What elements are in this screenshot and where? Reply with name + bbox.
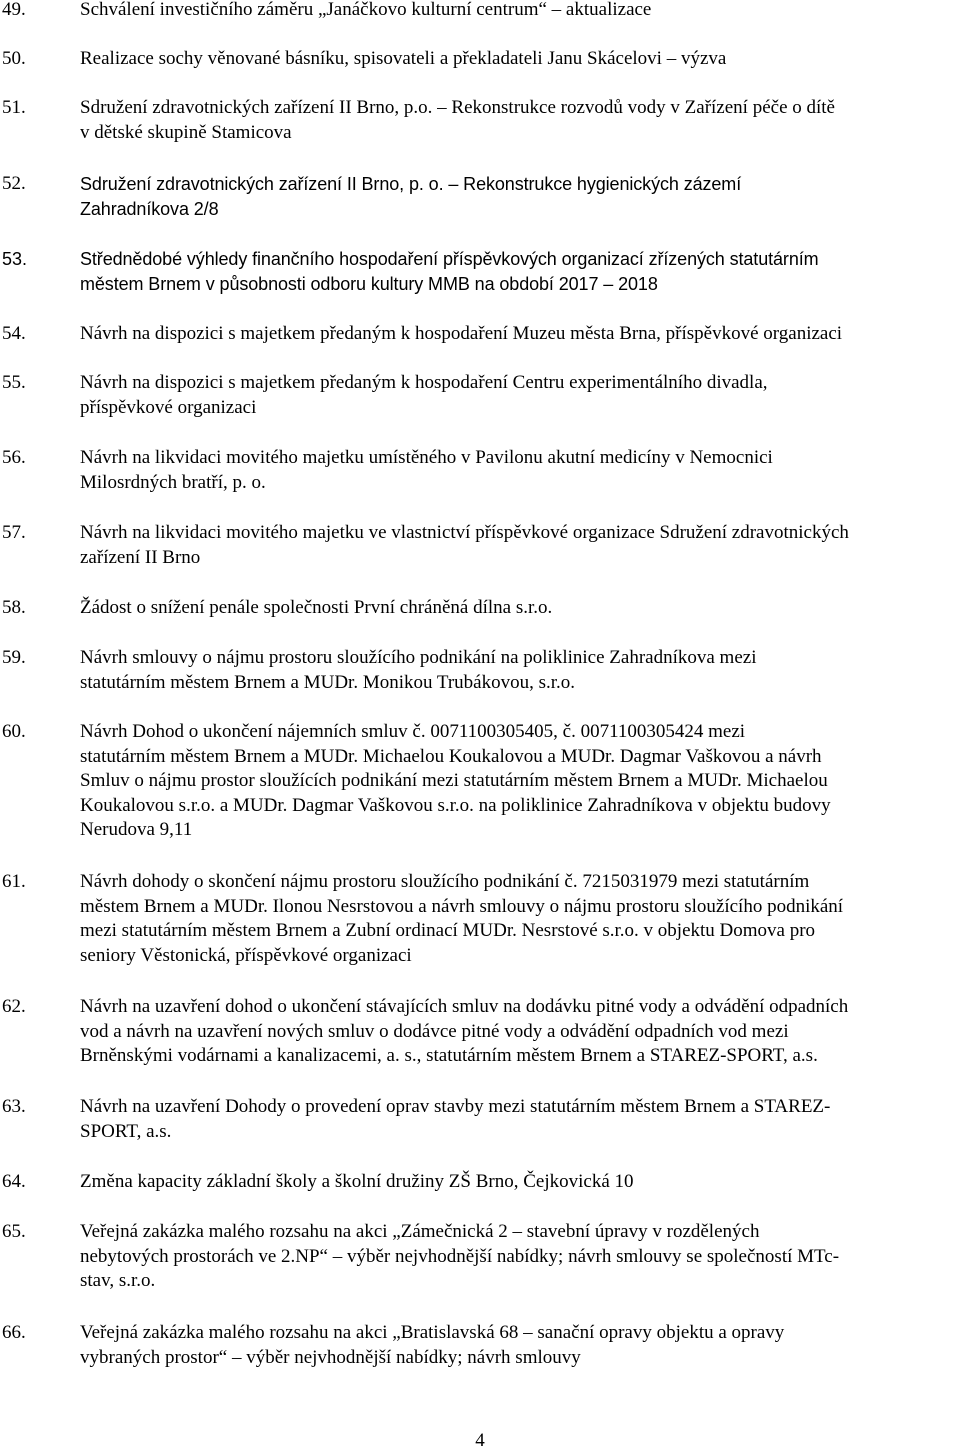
- agenda-item-51: [0, 96, 960, 145]
- item-text: Návrh na likvidaci movitého majetku ve vlastnictví příspěvkové organizace Sdružení zdravotnických zařízení II Brno: [80, 522, 849, 568]
- agenda-item-63: [0, 1095, 960, 1144]
- item-text: Návrh na dispozici s majetkem předaným k hospodaření Centru experimentálního divadla, příspěvkové organizaci: [80, 372, 768, 418]
- item-text: Veřejná zakázka malého rozsahu na akci „Zámečnická 2 – stavební úpravy v rozdělených nebytových prostorách ve 2.NP“ – výběr nejvhodnější nabídky; návrh smlouvy se společností MTc- stav, s.r.o.: [80, 1221, 840, 1291]
- agenda-item-54: [0, 322, 960, 347]
- agenda-item-65: [0, 1220, 960, 1294]
- item-text: Realizace sochy věnované básníku, spisovateli a překladateli Janu Skácelovi – výzva: [80, 48, 727, 69]
- item-text: Střednědobé výhledy finančního hospodaření příspěvkových organizací zřízených statutárním městem Brnem v působnosti odboru kultury MMB na období 2017 – 2018: [80, 249, 819, 294]
- agenda-item-66: [0, 1321, 960, 1370]
- item-number: 50.: [2, 48, 26, 69]
- agenda-item-57: [0, 521, 960, 570]
- item-number: 64.: [2, 1171, 26, 1192]
- item-number: 61.: [2, 871, 26, 892]
- item-number: 63.: [2, 1096, 26, 1117]
- item-number: 53.: [2, 249, 28, 269]
- agenda-item-56: [0, 446, 960, 495]
- item-text: Sdružení zdravotnických zařízení II Brno, p.o. – Rekonstrukce rozvodů vody v Zařízení péče o dítě v dětské skupině Stamicova: [80, 97, 835, 143]
- agenda-item-52: [0, 172, 960, 221]
- page-number: 4: [475, 1430, 485, 1451]
- agenda-item-53: [0, 247, 960, 296]
- item-text: Návrh na likvidaci movitého majetku umístěného v Pavilonu akutní medicíny v Nemocnici Milosrdných bratří, p. o.: [80, 447, 773, 493]
- agenda-item-55: [0, 371, 960, 420]
- item-text: Návrh na dispozici s majetkem předaným k hospodaření Muzeu města Brna, příspěvkové organizaci: [80, 323, 843, 344]
- item-number: 66.: [2, 1322, 26, 1343]
- agenda-item-62: [0, 995, 960, 1069]
- item-text: Schválení investičního záměru „Janáčkovo kulturní centrum“ – aktualizace: [80, 0, 652, 20]
- item-number: 51.: [2, 97, 26, 118]
- item-text: Sdružení zdravotnických zařízení II Brno, p. o. – Rekonstrukce hygienických zázemí Zahradníkova 2/8: [80, 174, 742, 219]
- item-number: 59.: [2, 647, 26, 668]
- item-text: Návrh na uzavření dohod o ukončení stávajících smluv na dodávku pitné vody a odvádění odpadních vod a návrh na uzavření nových smluv o dodávce pitné vody a odvádění odpadních vod mezi Brněnskými vodárnami a kanalizacemi, a. s., statutárním městem Brnem a STAREZ-SPORT, a.s.: [80, 996, 849, 1066]
- item-text: Návrh na uzavření Dohody o provedení oprav stavby mezi statutárním městem Brnem a STAREZ- SPORT, a.s.: [80, 1096, 831, 1142]
- item-text: Návrh smlouvy o nájmu prostoru sloužícího podnikání na poliklinice Zahradníkova mezi statutárním městem Brnem a MUDr. Monikou Trubákovou, s.r.o.: [80, 647, 757, 693]
- item-number: 60.: [2, 721, 26, 742]
- item-number: 58.: [2, 597, 26, 618]
- agenda-item-61: [0, 870, 960, 968]
- item-number: 56.: [2, 447, 26, 468]
- item-number: 52.: [2, 173, 26, 194]
- item-number: 49.: [2, 0, 26, 20]
- item-number: 55.: [2, 372, 26, 393]
- agenda-item-64: [0, 1170, 960, 1195]
- item-text: Žádost o snížení penále společnosti První chráněná dílna s.r.o.: [80, 597, 553, 618]
- item-text: Návrh dohody o skončení nájmu prostoru sloužícího podnikání č. 7215031979 mezi statutárním městem Brnem a MUDr. Ilonou Nesrstovou a návrh smlouvy o nájmu prostoru sloužícího podnikání mezi statutárním městem Brnem a Zubní ordinací MUDr. Nesrstové s.r.o. v objektu Domova pro seniory Věstonická, příspěvkové organizaci: [80, 871, 844, 966]
- agenda-item-60: [0, 720, 960, 843]
- agenda-item-50: [0, 47, 960, 72]
- agenda-item-49: [0, 0, 960, 23]
- item-text: Změna kapacity základní školy a školní družiny ZŠ Brno, Čejkovická 10: [80, 1171, 634, 1192]
- item-number: 54.: [2, 323, 26, 344]
- item-number: 57.: [2, 522, 26, 543]
- item-text: Návrh Dohod o ukončení nájemních smluv č. 0071100305405, č. 0071100305424 mezi statutárním městem Brnem a MUDr. Michaelou Koukalovou a MUDr. Dagmar Vaškovou a návrh Smluv o nájmu prostor sloužících podnikání mezi statutárním městem Brnem a MUDr. Michaelou Koukalovou s.r.o. a MUDr. Dagmar Vaškovou s.r.o. na poliklinice Zahradníkova v objektu budovy Nerudova 9,11: [80, 721, 831, 840]
- agenda-item-59: [0, 646, 960, 695]
- agenda-item-58: [0, 596, 960, 621]
- item-number: 62.: [2, 996, 26, 1017]
- item-text: Veřejná zakázka malého rozsahu na akci „Bratislavská 68 – sanační opravy objektu a opravy vybraných prostor“ – výběr nejvhodnější nabídky; návrh smlouvy: [80, 1322, 785, 1368]
- item-number: 65.: [2, 1221, 26, 1242]
